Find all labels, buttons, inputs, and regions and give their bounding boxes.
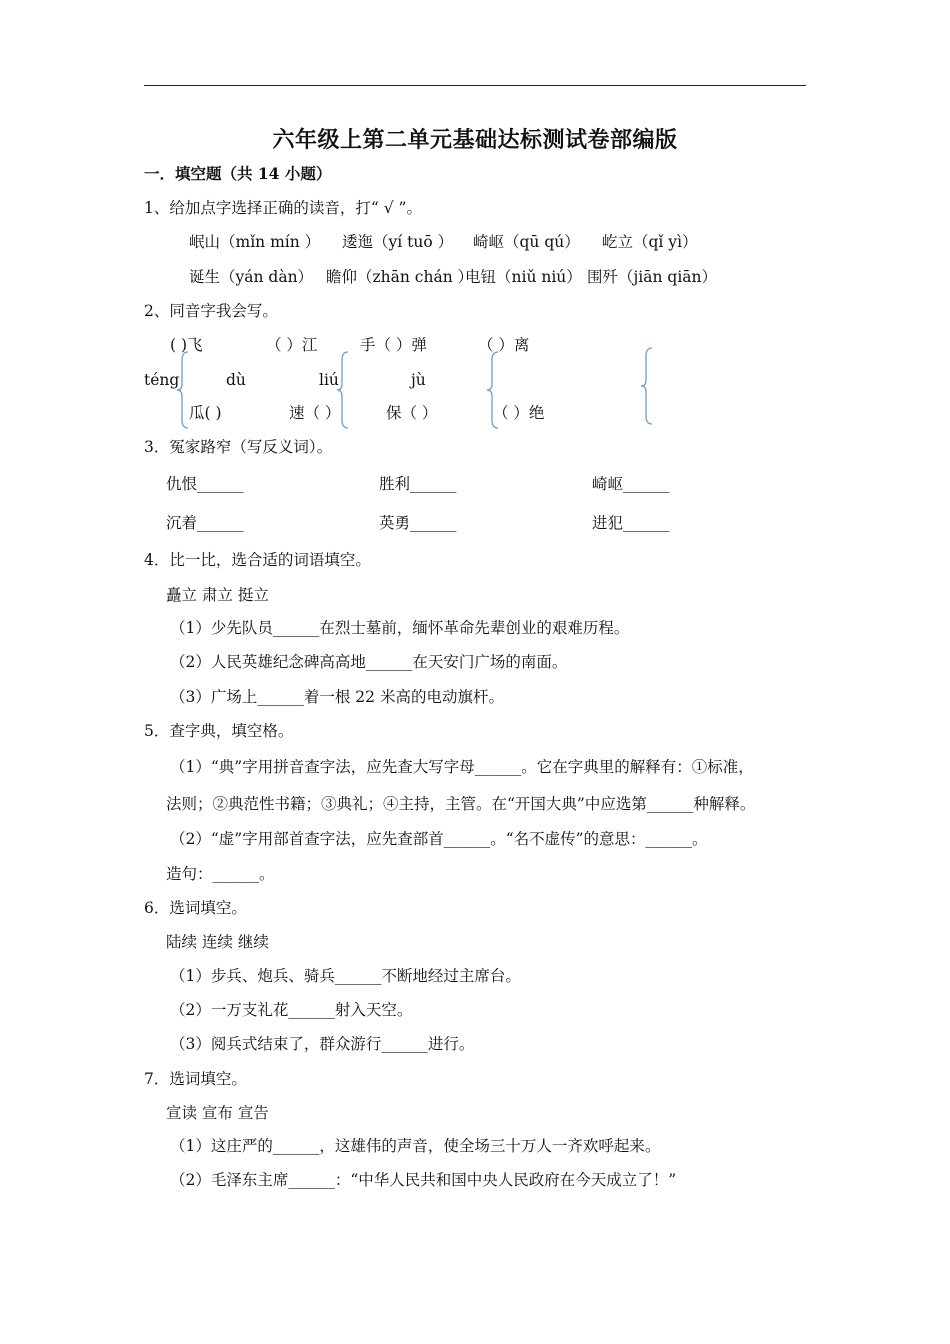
q5-line: 法则；②典范性书籍；③典礼；④主持，主管。在“开国大典”中应选第______种解释。 xyxy=(166,795,756,813)
q2-pinyin: liú xyxy=(319,371,339,389)
header-rule xyxy=(144,85,806,86)
q6-item: （3）阅兵式结束了，群众游行______进行。 xyxy=(170,1035,475,1053)
q2-blank: ( )飞 xyxy=(170,336,203,354)
brace-shape xyxy=(336,350,350,430)
q3-item: 崎岖______ xyxy=(592,475,670,493)
q7-item: （1）这庄严的______，这雄伟的声音，使全场三十万人一齐欢呼起来。 xyxy=(170,1137,661,1155)
q1-option: 瞻仰（zhān chán ） xyxy=(326,268,474,286)
q3-item: 仇恨______ xyxy=(166,475,244,493)
q1-stem: 1、给加点字选择正确的读音，打“ √ ”。 xyxy=(144,199,422,217)
q5-line: 造句：______。 xyxy=(166,865,275,883)
q2-blank: 手（ ）弹 xyxy=(360,336,427,354)
q7-word-bank: 宣读 宣布 宣告 xyxy=(166,1104,269,1122)
q7-stem: 7．选词填空。 xyxy=(144,1070,247,1088)
q6-item: （1）步兵、炮兵、骑兵______不断地经过主席台。 xyxy=(170,967,521,985)
q6-word-bank: 陆续 连续 继续 xyxy=(166,933,269,951)
q4-word-bank: 矗立 肃立 挺立 xyxy=(166,586,269,604)
q2-blank: （ ）江 xyxy=(266,336,318,354)
q1-option: 岷山（mǐn mín ） xyxy=(189,233,321,251)
q1-option: 诞生（yán dàn） xyxy=(189,268,314,286)
q2-blank: 速（ ） xyxy=(289,404,341,422)
q4-item: （3）广场上______着一根 22 米高的电动旗杆。 xyxy=(170,688,504,706)
q2-blank: （ ）绝 xyxy=(493,404,545,422)
q5-line: （2）“虚”字用部首查字法，应先查部首______。“名不虚传”的意思：______。 xyxy=(170,830,708,848)
q2-blank: （ ）离 xyxy=(478,336,530,354)
q4-item: （2）人民英雄纪念碑高高地______在天安门广场的南面。 xyxy=(170,653,568,671)
q3-stem: 3．冤家路窄（写反义词）。 xyxy=(144,438,333,456)
q4-item: （1）少先队员______在烈士墓前，缅怀革命先辈创业的艰难历程。 xyxy=(170,619,630,637)
q1-option: 逶迤（yí tuō ） xyxy=(342,233,454,251)
q2-pinyin: jù xyxy=(411,371,426,389)
q3-item: 英勇______ xyxy=(379,514,457,532)
q5-stem: 5．查字典，填空格。 xyxy=(144,722,294,740)
q3-item: 胜利______ xyxy=(379,475,457,493)
q5-line: （1）“典”字用拼音查字法，应先查大写字母______。它在字典里的解释有：①标准， xyxy=(170,758,754,776)
q2-blank: 瓜( ) xyxy=(189,404,222,422)
brace-shape xyxy=(176,350,190,430)
q3-item: 沉着______ xyxy=(166,514,244,532)
q2-pinyin: dù xyxy=(226,371,246,389)
q2-pinyin: téng xyxy=(144,371,180,389)
brace-shape xyxy=(640,346,654,426)
q1-option: 崎岖（qū qú） xyxy=(473,233,580,251)
q6-item: （2）一万支礼花______射入天空。 xyxy=(170,1001,413,1019)
q2-stem: 2、同音字我会写。 xyxy=(144,302,278,320)
q3-item: 进犯______ xyxy=(592,514,670,532)
section-heading: 一．填空题（共 14 小题） xyxy=(144,164,332,183)
q7-item: （2）毛泽东主席______：“中华人民共和国中央人民政府在今天成立了！” xyxy=(170,1171,677,1189)
q2-blank: 保（ ） xyxy=(386,404,438,422)
q1-option: 电钮（niǔ niú） xyxy=(465,268,582,286)
q1-option: 围歼（jiān qiān） xyxy=(587,268,718,286)
q1-option: 屹立（qǐ yì） xyxy=(602,233,698,251)
page-title: 六年级上第二单元基础达标测试卷部编版 xyxy=(272,127,678,153)
q4-stem: 4．比一比，选合适的词语填空。 xyxy=(144,551,371,569)
brace-shape xyxy=(486,350,500,430)
q6-stem: 6．选词填空。 xyxy=(144,899,247,917)
